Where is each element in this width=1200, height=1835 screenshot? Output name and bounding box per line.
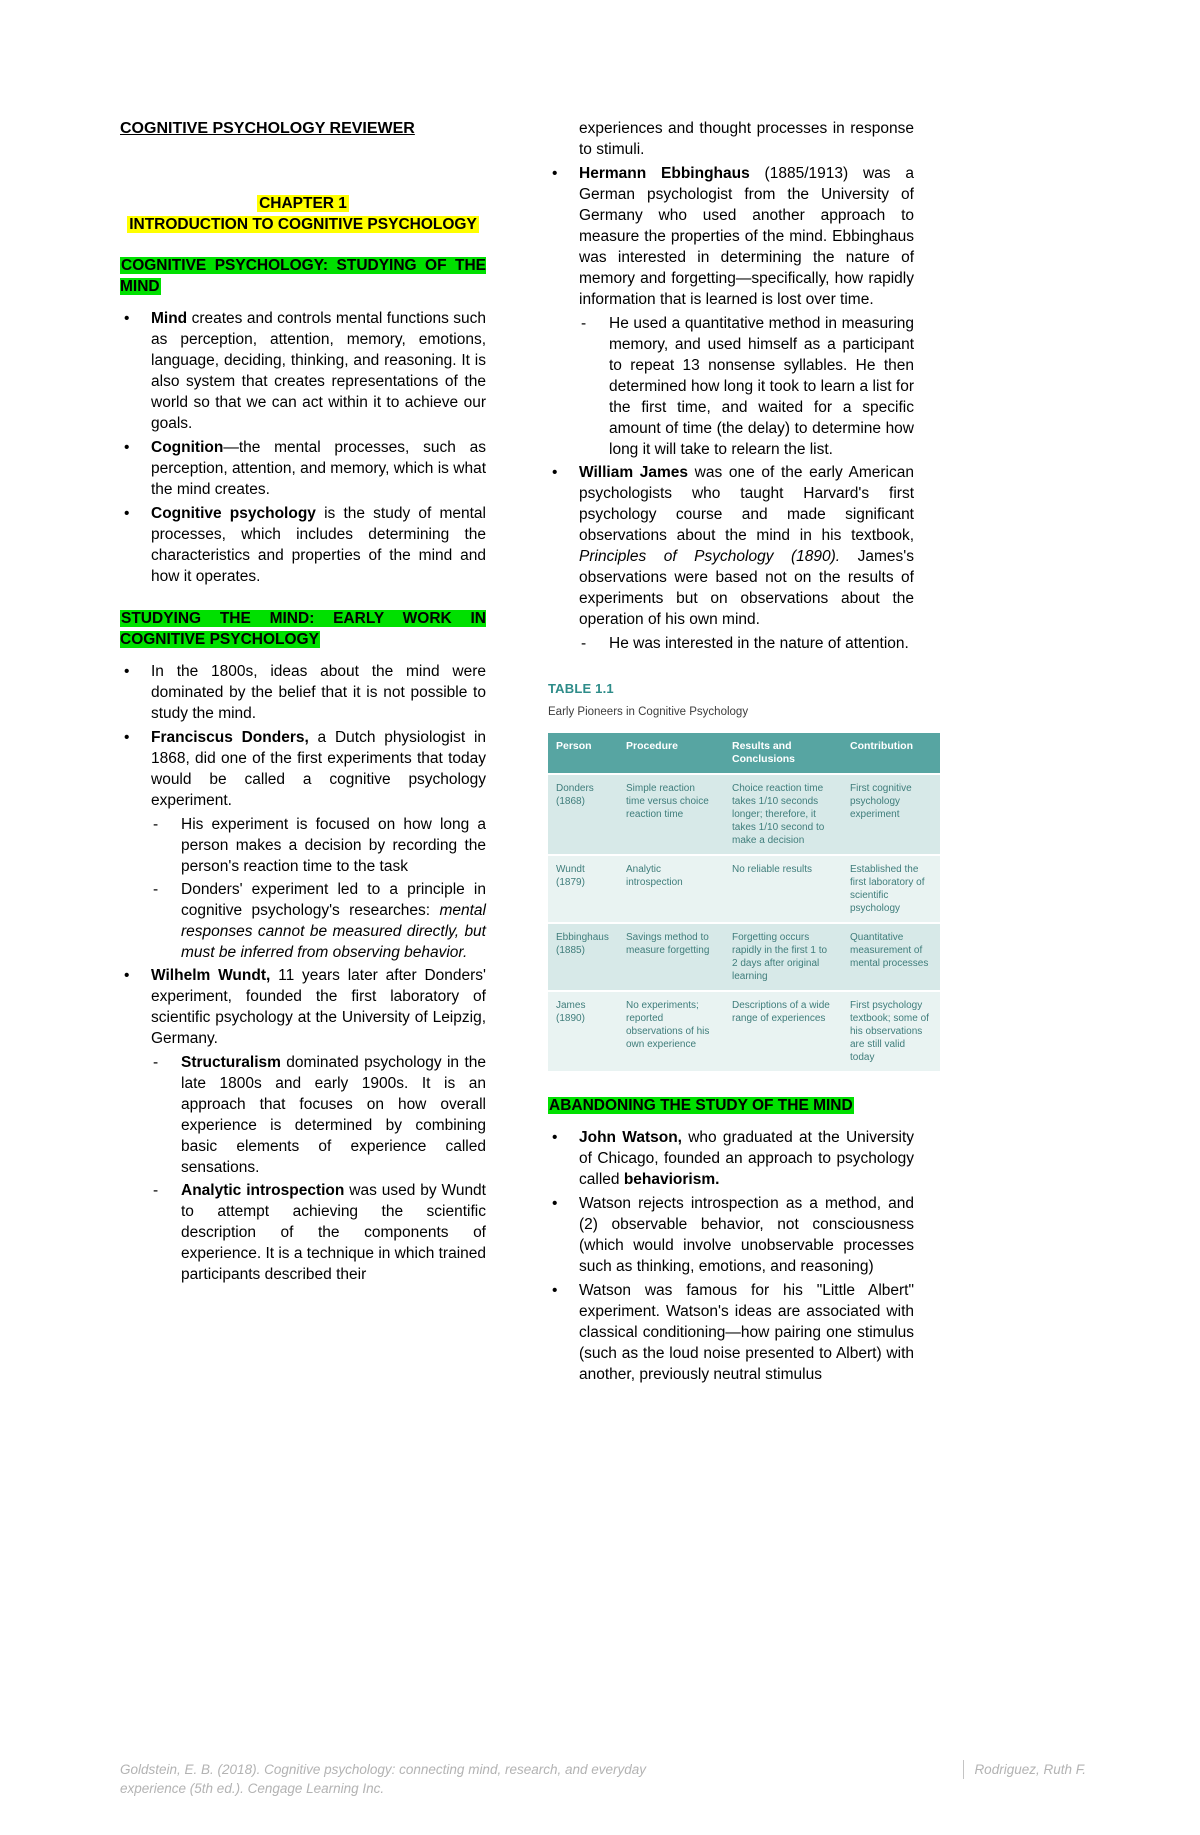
bullet-1800s [120, 661, 486, 724]
table-cell: Wundt (1879) [548, 856, 618, 922]
table-header-procedure: Procedure [618, 733, 724, 773]
table-1-1 [548, 678, 940, 1073]
document-title: COGNITIVE PSYCHOLOGY REVIEWER [120, 120, 415, 137]
table-header-contribution: Contribution [842, 733, 940, 773]
table-header-results: Results and Conclusions [724, 733, 842, 773]
sub-bullet-structuralism [120, 1052, 486, 1178]
bold-term: Cognition [151, 439, 224, 456]
section-heading-early-work [120, 608, 486, 650]
bullet-text: —the mental processes, such as perception, attention, and memory, which is what the mind creates. [151, 439, 486, 498]
bullet-text: a Dutch physiologist in 1868, did one of the first experiments that today would be called a cognitive psychology experiment. [151, 729, 487, 809]
bullet-text: Watson rejects introspection as a method, and (2) observable behavior, not consciousness (which would involve unobservable processes such as thinking, emotions, and reasoning) [579, 1195, 914, 1275]
bullet-little-albert [548, 1280, 914, 1385]
bullet-william-james [548, 462, 914, 630]
left-column [120, 118, 486, 1388]
table-row-james [548, 992, 940, 1071]
early-pioneers-table [548, 731, 940, 1073]
footer-citation: Goldstein, E. B. (2018). Cognitive psychology: connecting mind, research, and everyday experience (5th ed.). Cengage Learning Inc. [120, 1762, 647, 1796]
bold-term: Analytic introspection [181, 1182, 345, 1199]
table-cell: Savings method to measure forgetting [618, 924, 724, 990]
italic-principle: mental responses cannot be measured directly, but must be inferred from observing behavior. [181, 902, 486, 961]
bullet-text: In the 1800s, ideas about the mind were dominated by the belief that it is not possible to study the mind. [151, 663, 486, 722]
table-cell: No experiments; reported observations of his own experience [618, 992, 724, 1071]
bullet-text: Watson was famous for his "Little Albert" experiment. Watson's ideas are associated with classical conditioning—how pairing one stimulus (such as the loud noise presented to Albert) with another, previously neutral stimulus [579, 1282, 914, 1383]
continuation-paragraph: experiences and thought processes in response to stimuli. [579, 120, 914, 158]
section-heading-studying-of-the-mind [120, 255, 486, 297]
table-cell: Ebbinghaus (1885) [548, 924, 618, 990]
bullet-john-watson [548, 1127, 914, 1190]
chapter-number: CHAPTER 1 [259, 195, 347, 212]
bullet-franciscus-donders [120, 727, 486, 811]
chapter-heading [120, 193, 486, 235]
bullet-text: (1885/1913) was a German psychologist from the University of Germany who used another approach to measure the properties of the mind. Ebbinghaus was interested in determining the nature of memory and forgetting—specifically, how rapidly information that is learned is lost over time. [579, 165, 914, 308]
section-heading-text: STUDYING THE MIND: EARLY WORK IN COGNITIVE PSYCHOLOGY [120, 610, 486, 648]
table-cell: First cognitive psychology experiment [842, 775, 940, 854]
bullet-mind [120, 308, 486, 434]
sub-bullet-text: He used a quantitative method in measuring memory, and used himself as a participant to repeat 13 nonsense syllables. He then determined how long it took to learn a list for the first time, and waited for a specific amount of time (the delay) to determine how long it will take to relearn the list. [609, 315, 914, 458]
bullet-text: is the study of mental processes, which includes determining the characteristics and properties of the mind and how it operates. [151, 505, 486, 585]
page-footer [120, 1760, 1086, 1798]
bullet-watson-rejects [548, 1193, 914, 1277]
bullet-text: who graduated at the University of Chicago, founded an approach to psychology called [579, 1129, 915, 1188]
section-heading-abandoning [548, 1095, 914, 1116]
bold-term: John Watson, [579, 1129, 682, 1146]
table-subtitle: Early Pioneers in Cognitive Psychology [548, 706, 749, 718]
footer-author: Rodriguez, Ruth F. [963, 1760, 1086, 1779]
table-cell: First psychology textbook; some of his observations are still valid today [842, 992, 940, 1071]
italic-book-title: Principles of Psychology (1890). [579, 548, 841, 565]
sub-bullet-ebbinghaus-method [548, 313, 914, 460]
bullet-text: 11 years later after Donders' experiment, founded the first laboratory of scientific psychology at the University of Leipzig, Germany. [151, 967, 486, 1047]
table-cell: Donders (1868) [548, 775, 618, 854]
bold-term: Cognitive psychology [151, 505, 316, 522]
table-cell: Analytic introspection [618, 856, 724, 922]
sub-bullet-text: dominated psychology in the late 1800s and early 1900s. It is an approach that focuses on how overall experience is determined by combining basic elements of experience called sensations. [181, 1054, 486, 1176]
table-header-person: Person [548, 733, 618, 773]
table-cell: Established the first laboratory of scientific psychology [842, 856, 940, 922]
bold-term: Franciscus Donders, [151, 729, 309, 746]
table-cell: No reliable results [724, 856, 842, 922]
sub-bullet-text: His experiment is focused on how long a person makes a decision by recording the person's reaction time to the task [181, 816, 486, 875]
sub-bullet-text: was used by Wundt to attempt achieving the scientific description of the components of experience. It is a technique in which trained participants described their [181, 1182, 487, 1283]
bullet-cognition [120, 437, 486, 500]
table-cell: Quantitative measurement of mental processes [842, 924, 940, 990]
sub-bullet-text: Donders' experiment led to a principle in cognitive psychology's researches: [181, 881, 486, 919]
two-column-layout [120, 118, 929, 1388]
table-row-donders [548, 775, 940, 854]
table-cell: Choice reaction time takes 1/10 seconds longer; therefore, it takes 1/10 second to make a decision [724, 775, 842, 854]
bullet-hermann-ebbinghaus [548, 163, 914, 310]
sub-bullet-text: He was interested in the nature of attention. [609, 635, 909, 652]
sub-bullet-donders-experiment [120, 814, 486, 877]
table-cell: James (1890) [548, 992, 618, 1071]
bullet-wilhelm-wundt [120, 965, 486, 1049]
table-row-ebbinghaus [548, 924, 940, 990]
sub-bullet-james-attention [548, 633, 914, 654]
bullet-cognitive-psychology [120, 503, 486, 587]
bullet-text: creates and controls mental functions such as perception, attention, memory, emotions, language, deciding, thinking, and reasoning. It is also system that creates representations of the world so that we can act within it to achieve our goals. [151, 310, 486, 432]
bold-term: Wilhelm Wundt, [151, 967, 271, 984]
chapter-title: INTRODUCTION TO COGNITIVE PSYCHOLOGY [129, 216, 477, 233]
section-heading-text: ABANDONING THE STUDY OF THE MIND [549, 1097, 853, 1114]
right-column [548, 118, 929, 1388]
sub-bullet-analytic-introspection [120, 1180, 486, 1285]
bullet-text: James's observations were based not on the results of experiments but on observations about the operation of his own mind. [579, 548, 914, 628]
bold-term: William James [579, 464, 689, 481]
table-header-row [548, 733, 940, 773]
table-cell: Simple reaction time versus choice reaction time [618, 775, 724, 854]
bullet-text: was one of the early American psychologists who taught Harvard's first psychology course and made significant observations about the mind in his textbook, [579, 464, 914, 544]
table-row-wundt [548, 856, 940, 922]
table-cell: Forgetting occurs rapidly in the first 1 to 2 days after original learning [724, 924, 842, 990]
section-heading-text: COGNITIVE PSYCHOLOGY: STUDYING OF THE MIND [120, 257, 486, 295]
sub-bullet-donders-principle [120, 879, 486, 963]
bold-term: Structuralism [181, 1054, 281, 1071]
bold-term: Mind [151, 310, 188, 327]
bold-term: Hermann Ebbinghaus [579, 165, 750, 182]
table-cell: Descriptions of a wide range of experiences [724, 992, 842, 1071]
bold-term: behaviorism. [623, 1171, 720, 1188]
table-label: TABLE 1.1 [548, 681, 614, 696]
